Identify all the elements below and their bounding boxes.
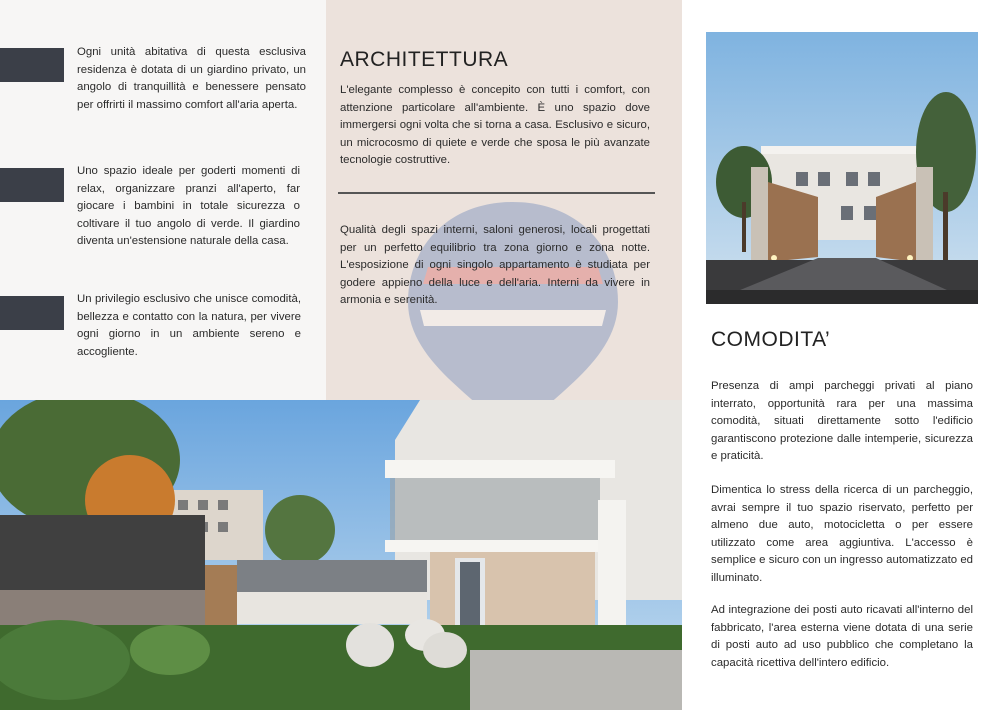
architettura-title: ARCHITETTURA — [340, 48, 509, 71]
architettura-paragraph-2: Qualità degli spazi interni, saloni generosi, locali progettati per un perfetto equilibrio tra zona giorno e zona notte. L'esposizione di ogni singolo appartamento è studiata per godere appieno della luce e dell'aria. Interni da vivere in armonia e serenità. — [340, 224, 650, 307]
divider — [338, 192, 655, 194]
comodita-paragraph-2: Dimentica lo stress della ricerca di un parcheggio, avrai sempre il tuo spazio riservato, perfetto per almeno due auto, motocicletta o per essere utilizzato come area aggiuntiva. L'accesso è semplice e sicuro con un ingresso automatizzato ed illuminato. — [711, 484, 973, 584]
entrance-render-image — [706, 32, 978, 304]
accent-bar — [0, 168, 64, 202]
garden-render-image — [0, 400, 682, 710]
architettura-paragraph-1: L'elegante complesso è concepito con tutti i comfort, con attenzione particolare all'ambiente. È uno spazio dove immergersi ogni volta che si torna a casa. Esclusivo e sicuro, un microcosmo di quiete e verde che sposa le più avanzate tecnologie costruttive. — [340, 84, 650, 167]
comodita-paragraph-3: Ad integrazione dei posti auto ricavati all'interno del fabbricato, l'area esterna viene dotata di una serie di posti auto ad uso pubblico che completano la capacità ricettiva dell'intero edificio. — [711, 604, 973, 669]
garden-paragraph-2: Uno spazio ideale per goderti momenti di relax, organizzare pranzi all'aperto, far giocare i bambini in totale sicurezza o coltivare il tuo angolo di verde. Il giardino diventa un'estensione naturale della casa. — [77, 165, 300, 248]
garden-paragraph-3: Un privilegio esclusivo che unisce comodità, bellezza e contatto con la natura, per vivere ogni giorno in un ambiente sereno e accogliente. — [77, 293, 301, 358]
garden-paragraph-1: Ogni unità abitativa di questa esclusiva residenza è dotata di un giardino privato, un angolo di tranquillità e benessere pensato per offrirti il massimo comfort all'aria aperta. — [77, 46, 306, 111]
comodita-title: COMODITA’ — [711, 328, 831, 351]
comodita-paragraph-1: Presenza di ampi parcheggi privati al piano interrato, opportunità rara per una massima comodità, situati direttamente sotto l'edificio garantiscono protezione dalle intemperie, sicurezza e praticità. — [711, 380, 973, 463]
accent-bar — [0, 296, 64, 330]
accent-bar — [0, 48, 64, 82]
